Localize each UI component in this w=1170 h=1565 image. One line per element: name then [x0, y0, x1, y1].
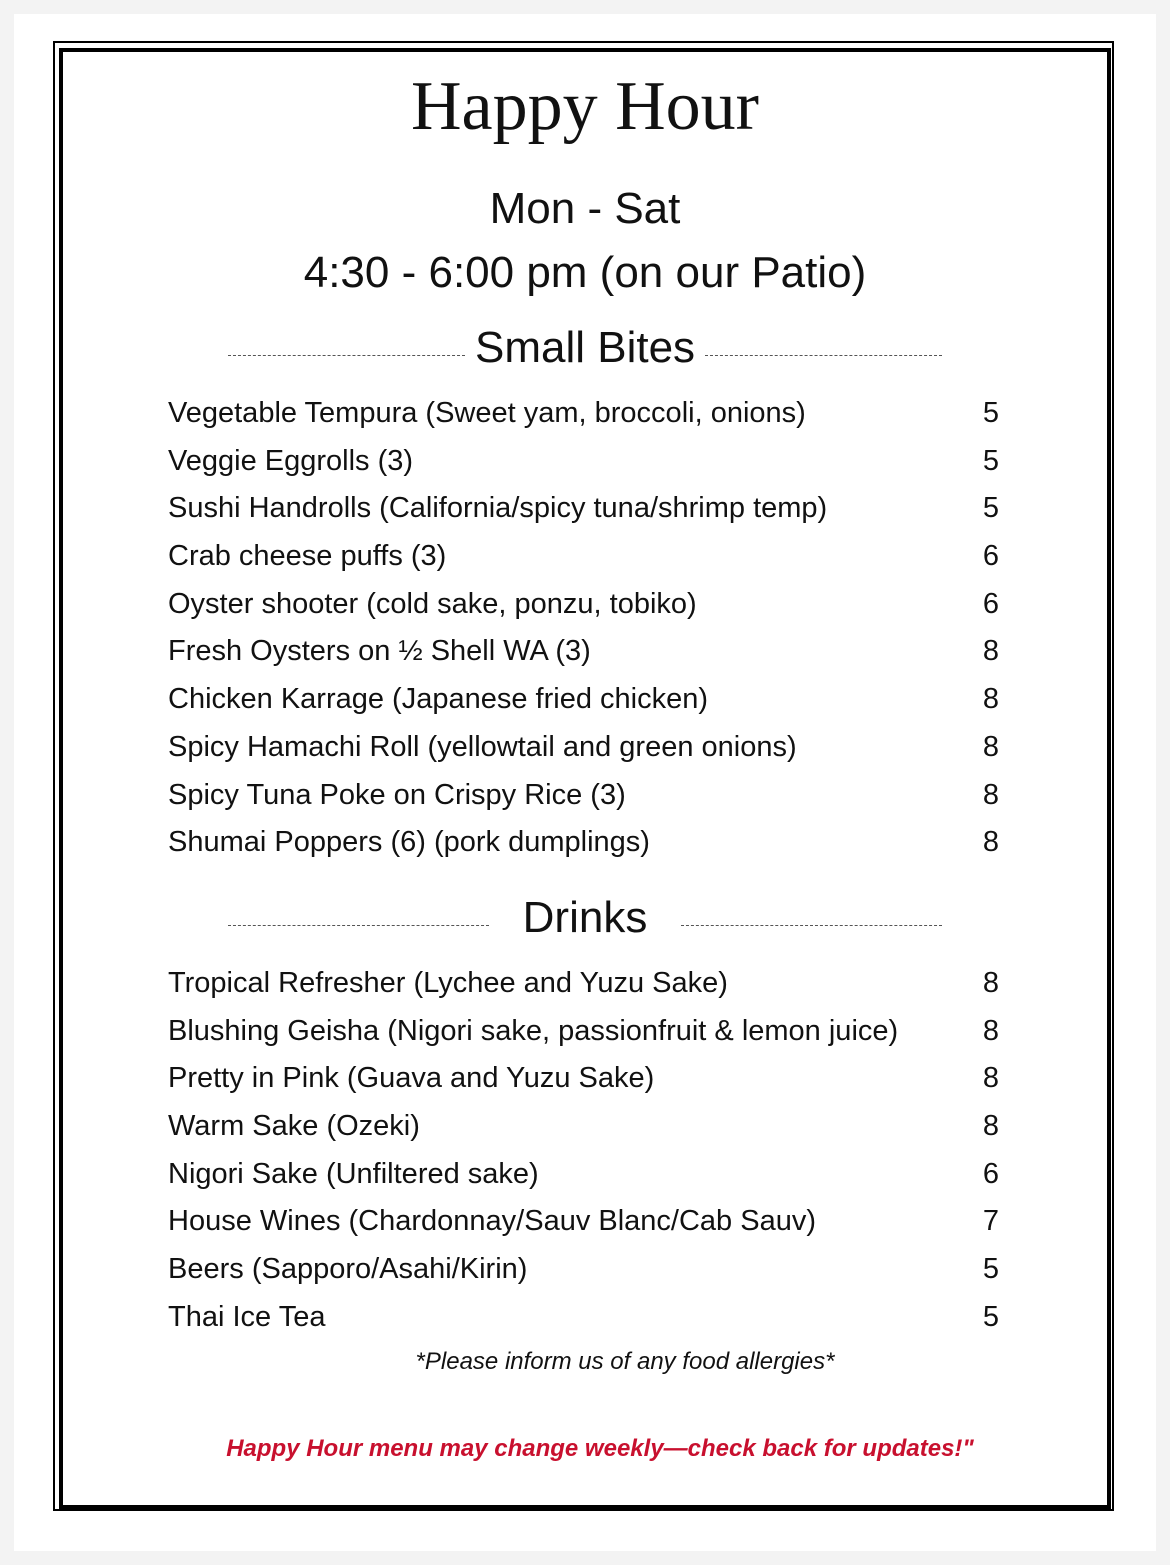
- menu-hours: 4:30 - 6:00 pm (on our Patio): [303, 248, 867, 297]
- menu-item: [168, 1246, 1004, 1294]
- item-price: 7: [982, 1205, 1000, 1238]
- item-name: Veggie Eggrolls (3): [168, 444, 414, 477]
- menu-item: [168, 581, 1004, 629]
- item-name: Tropical Refresher (Lychee and Yuzu Sake): [168, 967, 728, 999]
- item-price: 6: [982, 540, 1000, 573]
- item-name: Nigori Sake (Unfiltered sake): [168, 1157, 539, 1190]
- item-name: Chicken Karrage (Japanese fried chicken): [168, 683, 708, 716]
- menu-item: [168, 628, 1004, 676]
- small-bites-label: Small Bites: [474, 323, 696, 372]
- menu-item: [168, 676, 1004, 724]
- item-price: 8: [982, 1110, 1000, 1143]
- item-price: 5: [982, 444, 1000, 477]
- menu-item: [168, 819, 1004, 867]
- dashed-rule-right: [681, 925, 942, 926]
- menu-item: [168, 1198, 1004, 1246]
- menu-item: [168, 533, 1004, 581]
- item-price: 5: [982, 492, 1000, 525]
- item-price: 8: [982, 635, 1000, 668]
- dashed-rule-right: [705, 355, 942, 356]
- item-name: Beers (Sapporo/Asahi/Kirin): [168, 1253, 528, 1286]
- item-price: 8: [982, 826, 1000, 859]
- item-price: 8: [982, 967, 1000, 999]
- dashed-rule-left: [228, 355, 465, 356]
- item-price: 8: [982, 730, 1000, 763]
- menu-item: [168, 724, 1004, 772]
- item-price: 8: [982, 1014, 1000, 1047]
- menu-item: [168, 438, 1004, 486]
- item-name: Oyster shooter (cold sake, ponzu, tobiko): [168, 587, 697, 620]
- dashed-rule-left: [228, 925, 489, 926]
- menu-item: [168, 772, 1004, 820]
- item-price: 8: [982, 683, 1000, 716]
- item-name: Thai Ice Tea: [168, 1300, 326, 1333]
- update-note: Happy Hour menu may change weekly—check back for updates!": [226, 1435, 974, 1462]
- item-price: 8: [982, 778, 1000, 811]
- menu-item: [168, 1008, 1004, 1056]
- menu-item: [168, 960, 1004, 1008]
- item-name: Spicy Hamachi Roll (yellowtail and green onions): [168, 730, 797, 763]
- item-name: Fresh Oysters on ½ Shell WA (3): [168, 635, 591, 668]
- item-price: 5: [982, 1253, 1000, 1286]
- item-name: House Wines (Chardonnay/Sauv Blanc/Cab Sauv): [168, 1205, 816, 1238]
- item-price: 5: [982, 397, 1000, 429]
- menu-item: [168, 1103, 1004, 1151]
- menu-title: Happy Hour: [411, 68, 759, 145]
- drinks-heading: [228, 892, 942, 944]
- item-name: Sushi Handrolls (California/spicy tuna/shrimp temp): [168, 492, 828, 525]
- menu-days: Mon - Sat: [489, 184, 681, 233]
- item-name: Vegetable Tempura (Sweet yam, broccoli, onions): [168, 397, 806, 429]
- item-price: 5: [982, 1300, 1000, 1333]
- item-name: Pretty in Pink (Guava and Yuzu Sake): [168, 1062, 655, 1095]
- small-bites-list: [168, 390, 1004, 867]
- item-price: 6: [982, 587, 1000, 620]
- menu-item: [168, 1151, 1004, 1199]
- small-bites-heading: [228, 322, 942, 374]
- item-price: 6: [982, 1157, 1000, 1190]
- item-name: Shumai Poppers (6) (pork dumplings): [168, 826, 650, 859]
- drinks-list: [168, 960, 1004, 1342]
- menu-item: [168, 390, 1004, 438]
- drinks-label: Drinks: [522, 893, 648, 942]
- menu-item: [168, 485, 1004, 533]
- item-name: Blushing Geisha (Nigori sake, passionfruit & lemon juice): [168, 1014, 899, 1047]
- item-name: Spicy Tuna Poke on Crispy Rice (3): [168, 778, 626, 811]
- menu-item: [168, 1294, 1004, 1342]
- item-name: Warm Sake (Ozeki): [168, 1110, 420, 1143]
- item-price: 8: [982, 1062, 1000, 1095]
- menu-item: [168, 1055, 1004, 1103]
- item-name: Crab cheese puffs (3): [168, 540, 447, 573]
- allergy-note: *Please inform us of any food allergies*: [415, 1348, 835, 1375]
